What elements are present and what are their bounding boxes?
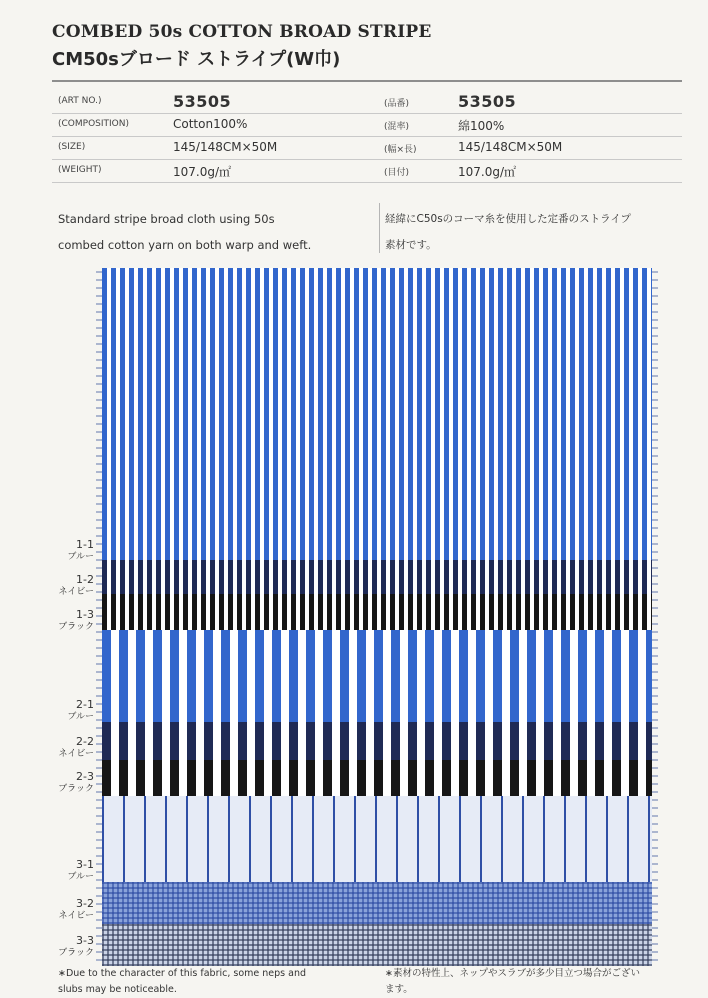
swatch-color-name: ブラック xyxy=(58,784,94,794)
spec-value-konritsu: 綿100% xyxy=(458,119,505,133)
swatch-color-name: ネイビー xyxy=(58,749,94,759)
spec-label-size: (SIZE) xyxy=(58,142,86,152)
swatch-label-3-2 xyxy=(59,897,94,923)
swatch-color-name: ブラック xyxy=(58,622,94,632)
swatch-label-3-3 xyxy=(58,934,94,960)
spec-label-metsuke: (目付) xyxy=(384,168,410,178)
swatch-code: 1-2 xyxy=(76,573,94,586)
note-japanese xyxy=(385,966,640,998)
description-english xyxy=(58,206,311,258)
spec-value-weight: 107.0g/㎡ xyxy=(173,165,232,179)
swatch-band-2-2 xyxy=(102,722,652,760)
swatch-code: 3-1 xyxy=(76,858,94,871)
title-japanese: CM50sブロード ストライプ(W巾) xyxy=(52,49,341,70)
spec-label-art-no: (ART NO.) xyxy=(58,96,102,106)
spec-value-metsuke: 107.0g/㎡ xyxy=(458,165,517,179)
spec-value-composition: Cotton100% xyxy=(173,117,248,131)
spec-value-haba: 145/148CM×50M xyxy=(458,140,563,154)
description-japanese xyxy=(385,206,631,258)
swatch-band-3-1 xyxy=(102,796,652,882)
spec-label-haba: (幅×長) xyxy=(384,145,417,155)
swatch-code: 3-2 xyxy=(76,897,94,910)
swatch-label-2-3 xyxy=(58,770,94,796)
swatch-label-3-1 xyxy=(67,858,94,884)
swatch-label-2-1 xyxy=(67,698,94,724)
swatch-band-1-2 xyxy=(102,560,652,594)
swatch-color-name: ブラック xyxy=(58,948,94,958)
swatch-code: 2-2 xyxy=(76,735,94,748)
spec-divider xyxy=(52,113,682,114)
swatch-code: 1-1 xyxy=(76,538,94,551)
spec-divider xyxy=(52,136,682,137)
note-en-line: slubs may be noticeable. xyxy=(58,984,177,995)
swatch-band-1-1 xyxy=(102,268,652,560)
swatch-color-name: ブルー xyxy=(67,712,94,722)
spec-divider xyxy=(52,182,682,183)
swatch-color-name: ネイビー xyxy=(58,911,94,921)
swatch-code: 1-3 xyxy=(76,608,94,621)
swatch-band-2-3 xyxy=(102,760,652,796)
swatch-color-name: ブルー xyxy=(67,872,94,882)
swatch-label-1-2 xyxy=(59,573,94,599)
note-jp-line: ∗素材の特性上、ネップやスラブが多少目立つ場合がござい xyxy=(385,968,640,979)
fabric-swatch-image xyxy=(102,268,652,966)
spec-label-hinban: (品番) xyxy=(384,99,410,109)
description-divider xyxy=(379,203,380,253)
note-en-line: ∗Due to the character of this fabric, some neps and xyxy=(58,968,306,979)
note-english xyxy=(58,966,306,998)
spec-label-composition: (COMPOSITION) xyxy=(58,119,130,129)
title-english: COMBED 50s COTTON BROAD STRIPE xyxy=(52,22,432,42)
header-rule xyxy=(52,80,682,82)
spec-label-konritsu: (混率) xyxy=(384,122,410,132)
swatch-color-name: ネイビー xyxy=(58,587,94,597)
swatch-band-3-2 xyxy=(102,882,652,924)
swatch-band-2-1 xyxy=(102,630,652,722)
spec-value-art-no: 53505 xyxy=(173,92,232,111)
swatch-band-1-3 xyxy=(102,594,652,630)
description-en-line: Standard stripe broad cloth using 50s xyxy=(58,212,275,226)
spec-divider xyxy=(52,159,682,160)
note-jp-line: ます。 xyxy=(385,984,413,995)
spec-value-hinban: 53505 xyxy=(458,92,517,111)
swatch-pinked-edge-right xyxy=(652,268,658,966)
swatch-label-1-1 xyxy=(67,538,94,564)
swatch-color-name: ブルー xyxy=(67,552,94,562)
swatch-code: 2-1 xyxy=(76,698,94,711)
description-jp-line: 経緯にC50sのコーマ糸を使用した定番のストライプ xyxy=(385,213,632,225)
description-jp-line: 素材です。 xyxy=(385,239,437,251)
spec-label-weight: (WEIGHT) xyxy=(58,165,102,175)
swatch-label-1-3 xyxy=(58,608,94,634)
swatch-code: 3-3 xyxy=(76,934,94,947)
spec-value-size: 145/148CM×50M xyxy=(173,140,278,154)
description-en-line: combed cotton yarn on both warp and weft. xyxy=(58,238,312,252)
swatch-band-3-3 xyxy=(102,924,652,966)
swatch-code: 2-3 xyxy=(76,770,94,783)
swatch-label-2-2 xyxy=(59,735,94,761)
